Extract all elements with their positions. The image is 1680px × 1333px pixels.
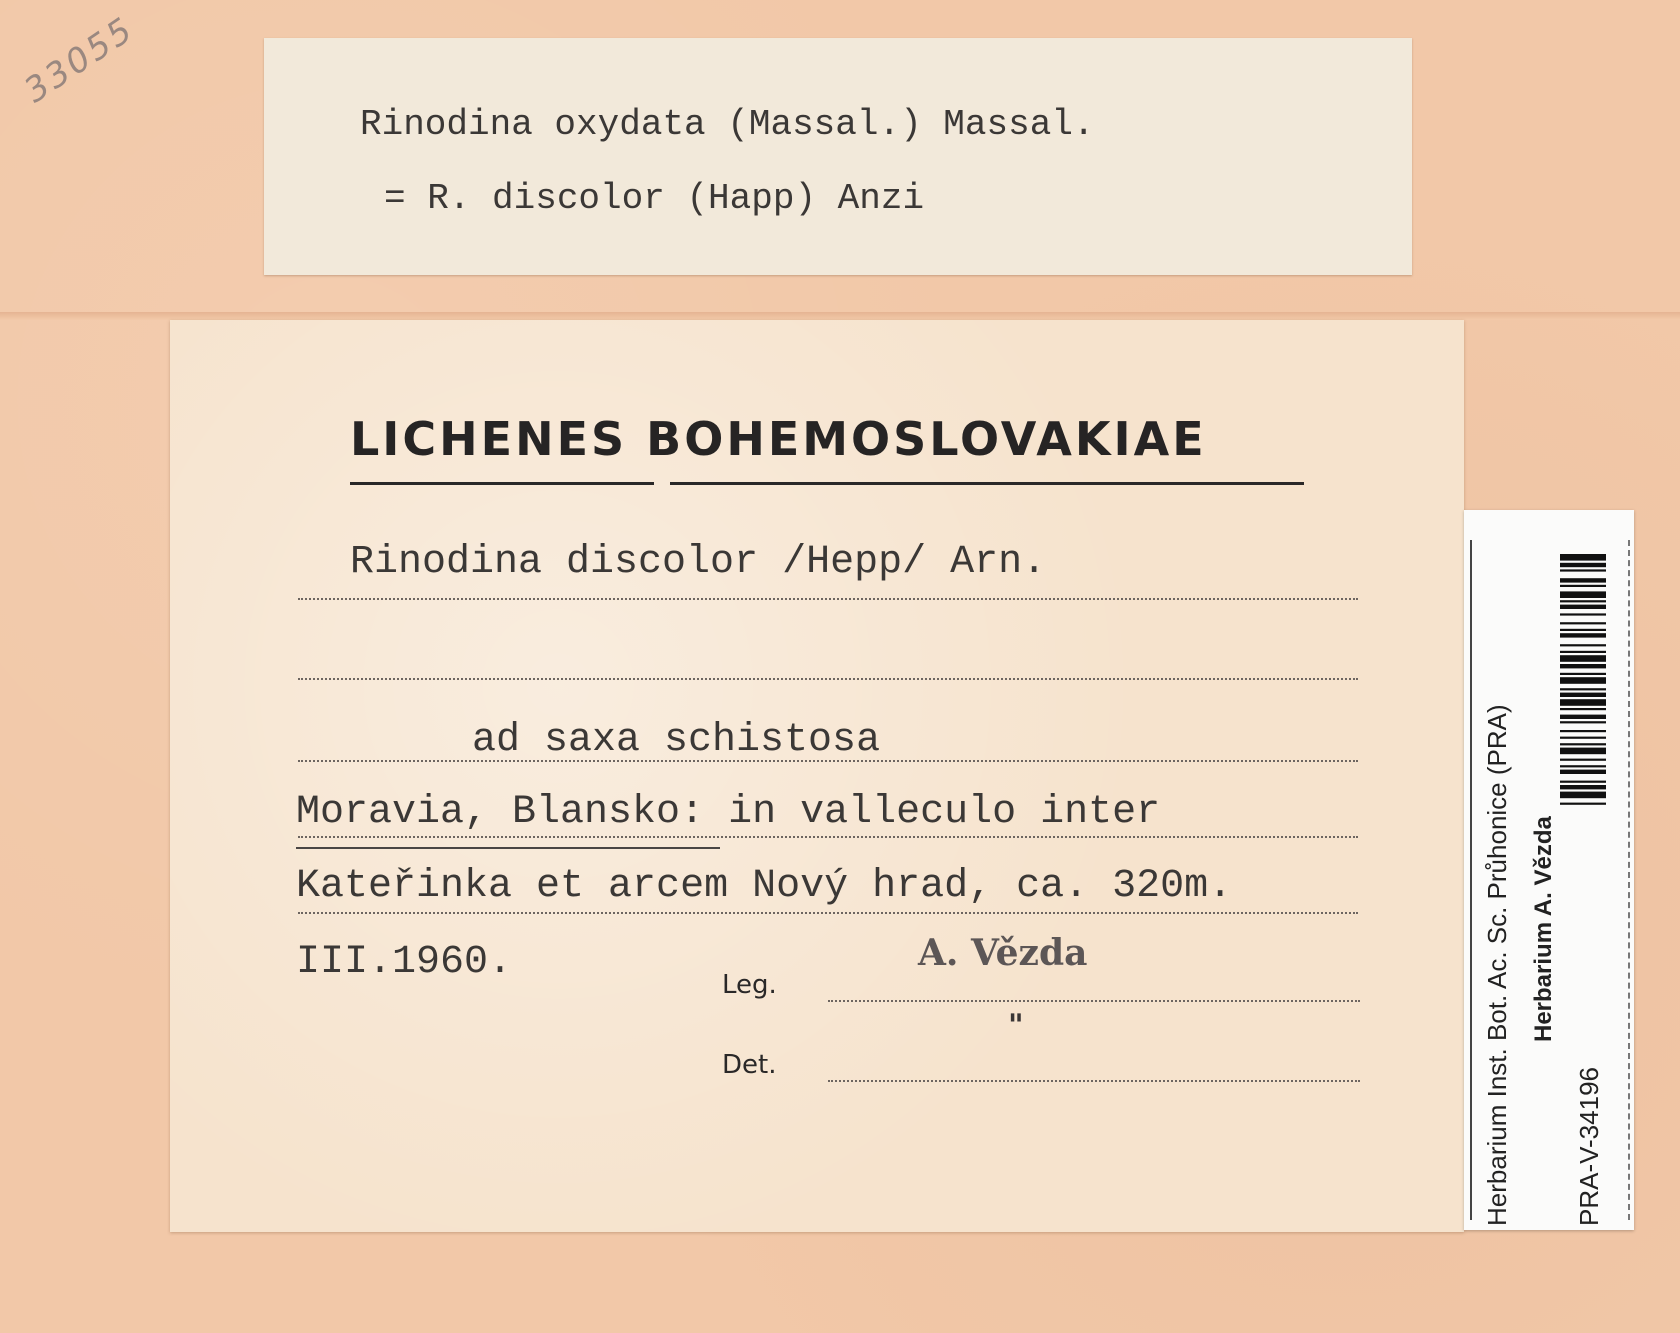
collection-date: III.1960. <box>296 940 513 985</box>
barcode-bar <box>1560 803 1606 805</box>
dotted-line <box>298 598 1358 600</box>
barcode-bar <box>1560 781 1606 783</box>
barcode-bar <box>1560 721 1606 723</box>
species-name: Rinodina discolor /Hepp/ Arn. <box>350 540 1047 585</box>
barcode-bar <box>1560 708 1606 710</box>
barcode-bar <box>1560 600 1606 602</box>
substrate-text: ad saxa schistosa <box>472 718 881 763</box>
barcode-bar <box>1560 792 1606 799</box>
barcode-bar <box>1560 677 1606 684</box>
heading-rule-right <box>670 482 1304 485</box>
leg-label: Leg. <box>722 970 777 1000</box>
leg-dotted-line <box>828 1000 1360 1002</box>
barcode-bar <box>1560 748 1606 755</box>
barcode-bar <box>1560 655 1606 662</box>
barcode-bar <box>1560 715 1606 719</box>
barcode-bar <box>1560 730 1606 732</box>
barcode-bar <box>1560 699 1606 706</box>
dotted-line <box>298 678 1358 680</box>
barcode-bar <box>1560 591 1606 598</box>
barcode-bar <box>1560 785 1606 789</box>
label-heading: LICHENES BOHEMOSLOVAKIAE <box>350 412 1207 466</box>
barcode-bar <box>1560 693 1606 697</box>
strip-border-right <box>1628 540 1630 1220</box>
barcode <box>1560 554 1606 964</box>
barcode-bar <box>1560 629 1606 631</box>
barcode-label <box>1464 510 1634 1230</box>
det-dotted-line <box>828 1080 1360 1082</box>
dotted-line <box>298 912 1358 914</box>
strip-border-left <box>1470 540 1472 1220</box>
barcode-bar <box>1560 759 1606 761</box>
catalog-number: PRA-V-34196 <box>1574 1067 1604 1226</box>
barcode-bar <box>1560 673 1606 675</box>
barcode-bar <box>1560 633 1606 637</box>
barcode-bar <box>1560 688 1606 690</box>
heading-rule-left <box>350 482 654 485</box>
collection-text: Herbarium A. Vězda <box>1530 816 1557 1042</box>
barcode-bar <box>1560 585 1606 587</box>
barcode-bar <box>1560 613 1606 615</box>
barcode-bar <box>1560 770 1606 774</box>
det-label: Det. <box>722 1050 777 1080</box>
barcode-bar <box>1560 743 1606 745</box>
barcode-bar <box>1560 578 1606 582</box>
determination-line-2: = R. discolor (Happ) Anzi <box>384 178 925 219</box>
barcode-bar <box>1560 563 1606 567</box>
determination-line-1: Rinodina oxydata (Massal.) Massal. <box>360 104 1095 145</box>
determination-label <box>264 38 1412 275</box>
barcode-bar <box>1560 605 1606 609</box>
barcode-bar <box>1560 622 1606 624</box>
barcode-bar <box>1560 554 1606 561</box>
dotted-line <box>298 760 1358 762</box>
locality-line-1: Moravia, Blansko: in valleculo inter <box>296 790 1161 835</box>
barcode-bar <box>1560 737 1606 739</box>
locality-line-2: Kateřinka et arcem Nový hrad, ca. 320m. <box>296 864 1233 909</box>
barcode-bar <box>1560 664 1606 668</box>
envelope-fold <box>0 312 1680 320</box>
barcode-bar <box>1560 644 1606 646</box>
determiner-ditto: " <box>1008 1008 1024 1043</box>
handwritten-note: 33055 <box>17 8 142 112</box>
barcode-bar <box>1560 765 1606 767</box>
locality-underline <box>296 847 720 849</box>
institution-text: Herbarium Inst. Bot. Ac. Sc. Průhonice (PRA) <box>1482 704 1512 1226</box>
specimen-label <box>170 320 1464 1232</box>
barcode-bar <box>1560 569 1606 571</box>
collector-stamp: A. Vězda <box>918 932 1088 974</box>
dotted-line <box>298 836 1358 838</box>
barcode-bar <box>1560 651 1606 653</box>
